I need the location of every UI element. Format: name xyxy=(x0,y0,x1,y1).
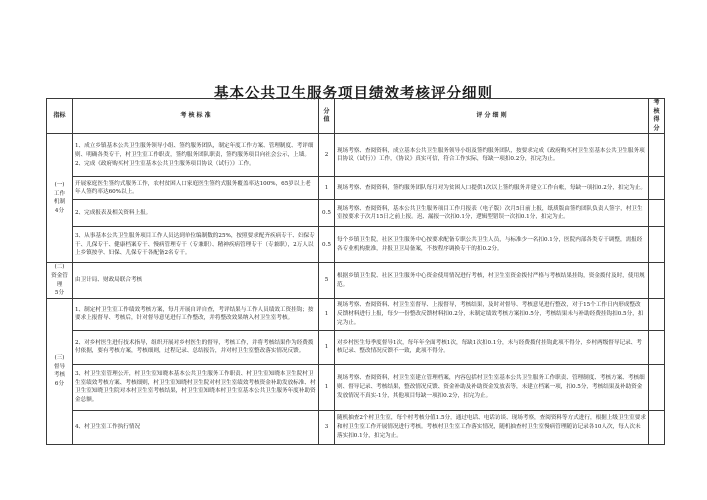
mark-cell[interactable] xyxy=(649,177,665,200)
mark-cell[interactable] xyxy=(649,200,665,227)
standard-cell: 1、制定村卫生室工作绩效考核方案，每月开展自评自查，考评结果与工作人员绩效工资挂钩；按要求上报督导、考核后，针对督导意见进行工作整改，并将整改效果纳入村卫生室考核。 xyxy=(73,298,319,330)
standard-cell: 2、对乡村医生进行技术指导，组织开展对乡村医生的督导，考核工作，并将考核结果作为经费拨付依据，要有考核方案，考核细则，过程记录、总结报告，并对村卫生室整改落实情况反馈。 xyxy=(73,330,319,364)
mark-cell[interactable] xyxy=(649,298,665,330)
score-cell: 3 xyxy=(319,410,335,444)
header-indicator: 指标 xyxy=(47,99,73,134)
mark-cell[interactable] xyxy=(649,410,665,444)
table-row xyxy=(47,410,665,444)
detail-cell: 现场考察、查阅资料，基本公共卫生服务项目工作月报表（电子版）次月5日前上报，纸质版由签约团队负责人签字，村卫生室按要求于次月15日之前上报。迟、漏报一次扣0.1分，逻辑型错误一次扣0.1分，扣完为止。 xyxy=(335,200,649,227)
header-detail: 评 分 细 则 xyxy=(335,99,649,134)
standard-cell: 由卫计局、财政局联合考核 xyxy=(73,263,319,298)
detail-cell: 现场考察、查阅资料，村卫生室建立管理档案，内容包括村卫生室基本公共卫生服务工作职责、管理制度、考核方案、考核细则、督导记录、考核结果，整改情况反馈、资金补助及补助资金发放表等，未建立档案一项，扣0.5分，考核结果及补助资金发放情况不真实-1分，其他项目每缺一项扣0.2分，扣完为止。 xyxy=(335,364,649,410)
detail-cell: 现场考察、查阅资料，成立基本公共卫生服务领导小组及签约服务团队，按要求完成《政府购买村卫生室基本公共卫生服务项目协议（试行）》工作，《协议》真实可信，符合工作实际，每缺一项扣0.2分，扣完为止。 xyxy=(335,134,649,177)
mark-cell[interactable] xyxy=(649,330,665,364)
table-row xyxy=(47,134,665,177)
header-mark: 考核得分 xyxy=(649,99,665,134)
score-cell: 1 xyxy=(319,177,335,200)
detail-cell: 对乡村医生每季度督导1次，每年年全面考核1次，每缺1次扣0.1分，未与经费拨付挂钩此项不得分，乡村两级督导记录、考核记录、整改情况反馈不一致，此项不得分。 xyxy=(335,330,649,364)
mark-cell[interactable] xyxy=(649,134,665,177)
score-cell: 2 xyxy=(319,134,335,177)
indicator-cell: (二) 资金管理 5分 xyxy=(47,263,73,298)
score-cell: 1 xyxy=(319,298,335,330)
standard-cell: 1、成立乡镇基本公共卫生服务领导小组、签约服务团队，制定年度工作方案、管理制度、考评细则、明确各类专干，村卫生室工作职责，签约服务团队职责，签约服务项目向社会公示，上墙。 2、完成《政府购买村卫生室基本公共卫生服务项目协议（试行）》工作。 xyxy=(73,134,319,177)
score-cell: 1 xyxy=(319,364,335,410)
detail-cell: 现场考察、查阅资料、村卫生室督导、上报督导，考核结果，及时对督导、考核意见进行整改，对于15个工作日内形成整改反馈材料进行上报，每少一份整改反馈材料扣0.2分，未制定绩效考核方案扣0.5分，考核结果未与补助经费挂钩扣0.5分，扣完为止。 xyxy=(335,298,649,330)
standard-cell: 开展家庭医生签约式服务工作，农村贫困人口家庭医生签约式服务覆盖率达100%，65岁以上老年人签约率达60%以上。 xyxy=(73,177,319,200)
score-cell: 0.5 xyxy=(319,200,335,227)
standard-cell: 2、完成报表及相关资料上报。 xyxy=(73,200,319,227)
table-row xyxy=(47,227,665,263)
indicator-cell: (三) 督导 考核 6分 xyxy=(47,298,73,444)
detail-cell: 随机抽查2个村卫生室，每个村考核分值1.5分，通过电话、电话访谈、现场考察，查阅资料等方式进行，根据上级卫生室要求和村卫生室工作开展情况进行考核。考核村卫生室工作落实情况，随机抽查村卫生室慢病管理随访记录各10人次，每人次未落实扣0.1分，扣完为止。 xyxy=(335,410,649,444)
detail-cell: 根据乡镇卫生院、社区卫生服务中心资金使用情况进行考核，村卫生室资金拨付严格与考核结果挂钩，资金拨付及时，使用规范。 xyxy=(335,263,649,298)
table-row xyxy=(47,200,665,227)
indicator-cell: (一) 工作 机制 4分 xyxy=(47,134,73,263)
mark-cell[interactable] xyxy=(649,263,665,298)
mark-cell[interactable] xyxy=(649,364,665,410)
mark-cell[interactable] xyxy=(649,227,665,263)
header-score: 分值 xyxy=(319,99,335,134)
table-header-row xyxy=(47,99,665,134)
detail-cell: 每个乡镇卫生院，社区卫生服务中心按要求配备专职公共卫生人员，与标准少一名扣0.1分，医院内部各类专干调整，需报经各专业机构批准，并报卫卫局备案，不按程序调换专干的扣0.2分。 xyxy=(335,227,649,263)
detail-cell: 现场考察、查阅资料，签约服务团队每月对为贫困人口提供1次以上签约服务并建立工作台帐，每缺一项扣0.2分，扣完为止。 xyxy=(335,177,649,200)
table-row xyxy=(47,330,665,364)
header-standard: 考 核 标 准 xyxy=(73,99,319,134)
document-title: 基本公共卫生服务项目绩效考核评分细则 xyxy=(214,86,493,102)
table-row xyxy=(47,263,665,298)
table-row xyxy=(47,364,665,410)
table-row xyxy=(47,298,665,330)
scoring-table xyxy=(46,98,665,445)
table-row xyxy=(47,177,665,200)
score-cell: 5 xyxy=(319,263,335,298)
standard-cell: 4、村卫生室工作执行情况 xyxy=(73,410,319,444)
score-cell: 1 xyxy=(319,330,335,364)
standard-cell: 3、村卫生室管理公开，村卫生室知晓本基本公共卫生服务工作职责、村卫生室知晓本卫生院村卫生室绩效考核方案、考核细则，村卫生室知晓村卫生院对村卫生室绩效考核资金补助发放标准、村卫生室知晓卫生院对本村卫生室考核结果，村卫生室知晓本村卫生室基本公共卫生服务年度补助资金总额。 xyxy=(73,364,319,410)
standard-cell: 3、从事基本公共卫生服务项目工作人员达到单位编制数的25%，按照要求配齐疾病专干、妇保专干、儿保专干、健康档案专干、慢病管理专干（专兼职）、精神疾病管理专干（专兼职），2万人以上乡镇按孕、妇保、儿保专干各配备2名专干。 xyxy=(73,227,319,263)
score-cell: 0.5 xyxy=(319,227,335,263)
